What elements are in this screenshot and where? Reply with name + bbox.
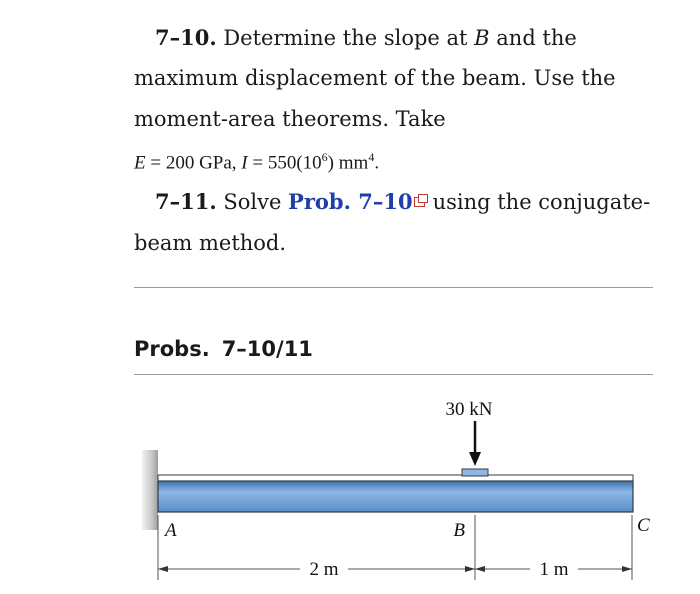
problem-7-10-line-3: moment-area theorems. Take (134, 107, 446, 131)
problem-text: using the conjugate- (432, 190, 651, 214)
modulus-symbol: E (134, 152, 146, 174)
dim-arrow-icon (158, 566, 168, 572)
problem-number-7-11: 7–11. (155, 189, 217, 214)
dim-label-ab: 2 m (309, 559, 339, 580)
problem-number-7-10: 7–10. (155, 25, 217, 50)
point-b-variable: B (474, 26, 490, 50)
inertia-symbol: I (241, 152, 248, 174)
problem-text: Determine the slope at (216, 26, 475, 50)
exponent-four: 4 (368, 150, 375, 164)
load-label: 30 kN (445, 399, 493, 420)
figure-title-prefix: Probs. (134, 337, 210, 361)
load-arrow-icon (469, 452, 481, 466)
prob-7-10-link[interactable]: Prob. 7–10 (288, 189, 413, 214)
beam-body (158, 481, 633, 512)
point-b-label: B (453, 520, 465, 541)
dim-arrow-icon (622, 566, 632, 572)
exponent-six: 6 (321, 150, 328, 164)
fixed-wall-support (142, 450, 158, 530)
figure-title-numbers: 7–10/11 (221, 337, 313, 361)
problem-7-11-line-2: beam method. (134, 231, 287, 255)
problem-text: and the (489, 26, 577, 50)
support-a-label: A (165, 520, 177, 541)
load-bearing-plate (462, 469, 488, 476)
inertia-unit: ) mm (327, 152, 369, 174)
modulus-value: = 200 GPa, (145, 152, 242, 174)
dim-label-bc: 1 m (539, 559, 569, 580)
equation-period: . (374, 152, 380, 174)
dim-arrow-icon (475, 566, 485, 572)
problem-7-10-line-2: maximum displacement of the beam. Use the (134, 66, 616, 90)
inertia-value: = 550(10 (247, 152, 322, 174)
dim-arrow-icon (465, 566, 475, 572)
problem-text: Solve (216, 190, 289, 214)
end-c-label: C (637, 515, 650, 536)
